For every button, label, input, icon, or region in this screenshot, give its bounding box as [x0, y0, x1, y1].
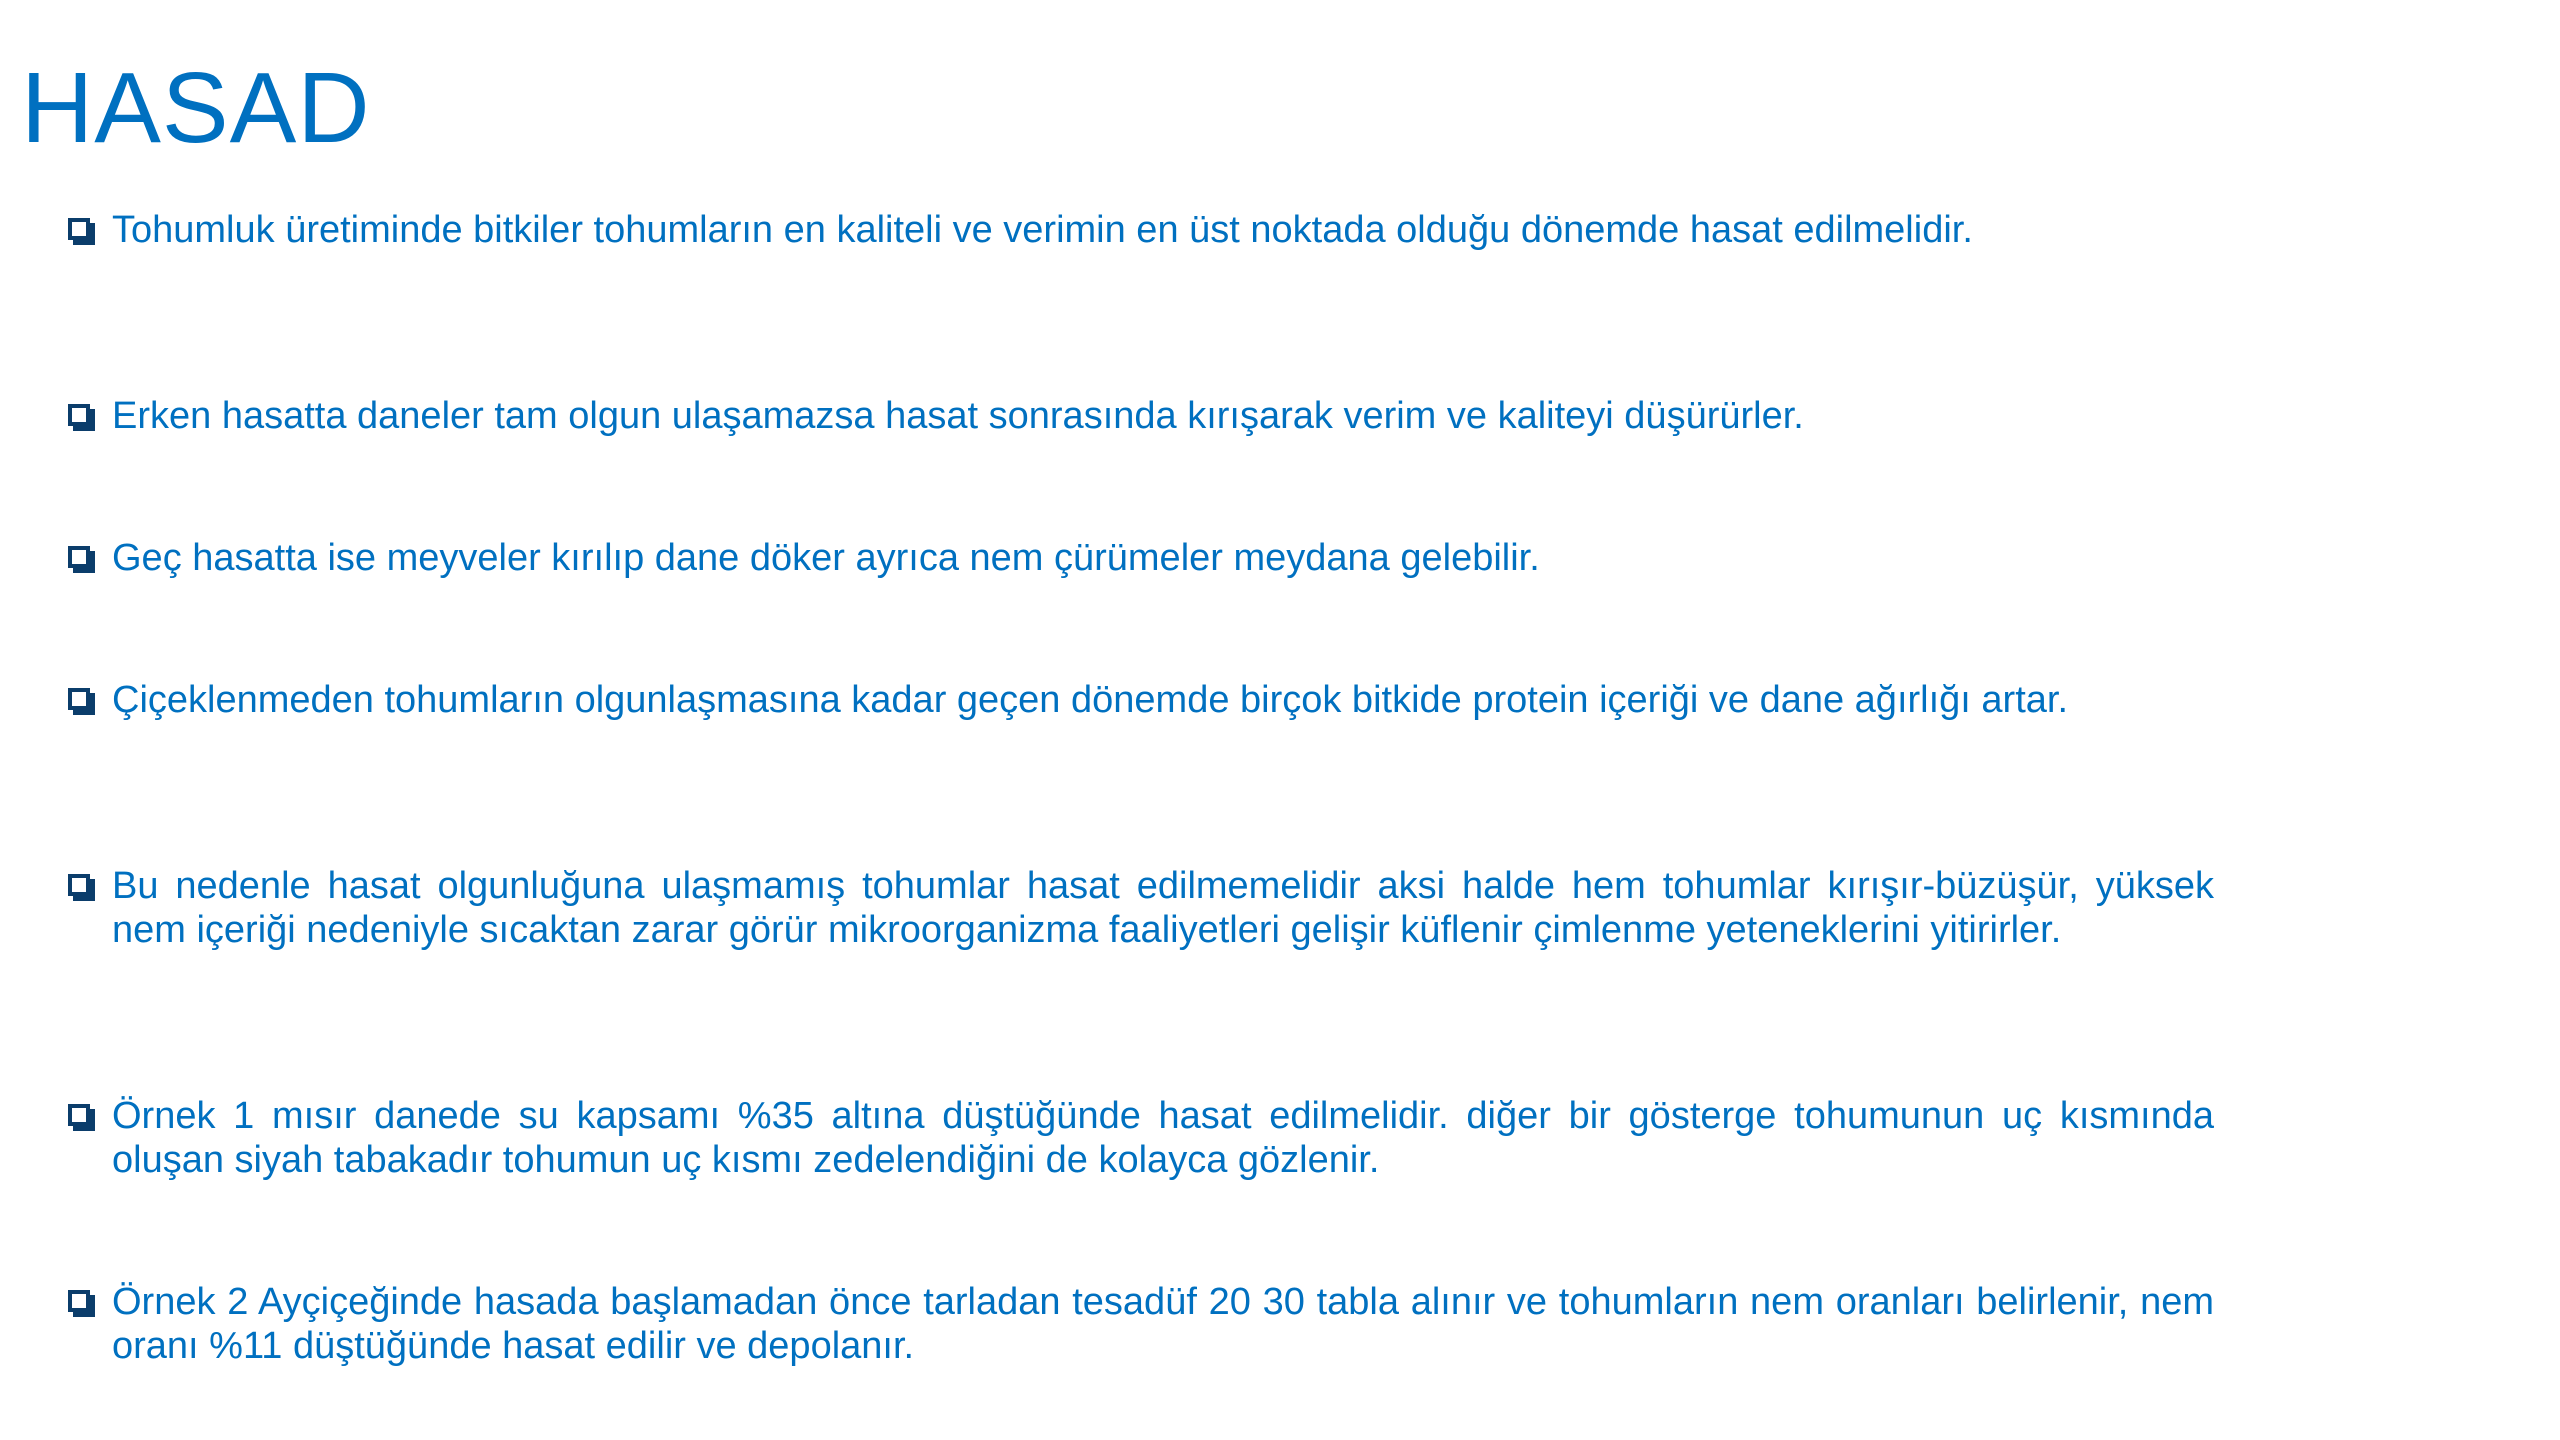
- bullet-text: Bu nedenle hasat olgunluğuna ulaşmamış tohumlar hasat edilmemelidir aksi halde hem tohumlar kırışır-büzüşür, yüksek nem içeriği nedeniyle sıcaktan zarar görür mikroorganizma faaliyetleri gelişir küflenir çimlenme yeteneklerini yitirirler.: [112, 865, 2214, 951]
- bullet-text: Örnek 2 Ayçiçeğinde hasada başlamadan önce tarladan tesadüf 20 30 tabla alınır ve tohumların nem oranları belirlenir, nem oranı %11 düştüğünde hasat edilir ve depolanır.: [112, 1281, 2214, 1367]
- square-bullet-icon: [68, 1104, 90, 1126]
- bullet-item: [64, 536, 2214, 580]
- bullet-item: [64, 394, 2214, 438]
- bullet-text: Geç hasatta ise meyveler kırılıp dane döker ayrıca nem çürümeler meydana gelebilir.: [112, 537, 1540, 579]
- bullet-text: Çiçeklenmeden tohumların olgunlaşmasına kadar geçen dönemde birçok bitkide protein içeriği ve dane ağırlığı artar.: [112, 679, 2068, 721]
- bullet-text: Örnek 1 mısır danede su kapsamı %35 altına düştüğünde hasat edilmelidir. diğer bir gösterge tohumunun uç kısmında oluşan siyah tabakadır tohumun uç kısmı zedelendiğini de kolayca gözlenir.: [112, 1095, 2214, 1181]
- square-bullet-icon: [68, 874, 90, 896]
- bullet-item: [64, 1094, 2214, 1182]
- square-bullet-icon: [68, 688, 90, 710]
- bullet-item: [64, 678, 2214, 722]
- bullet-item: [64, 864, 2214, 952]
- square-bullet-icon: [68, 1290, 90, 1312]
- bullet-item: [64, 1280, 2214, 1368]
- bullet-text: Erken hasatta daneler tam olgun ulaşamazsa hasat sonrasında kırışarak verim ve kaliteyi düşürürler.: [112, 395, 1804, 437]
- slide-title: HASAD: [21, 52, 371, 164]
- bullet-item: [64, 208, 2214, 252]
- square-bullet-icon: [68, 404, 90, 426]
- square-bullet-icon: [68, 546, 90, 568]
- bullet-text: Tohumluk üretiminde bitkiler tohumların en kaliteli ve verimin en üst noktada olduğu dönemde hasat edilmelidir.: [112, 209, 1973, 251]
- square-bullet-icon: [68, 218, 90, 240]
